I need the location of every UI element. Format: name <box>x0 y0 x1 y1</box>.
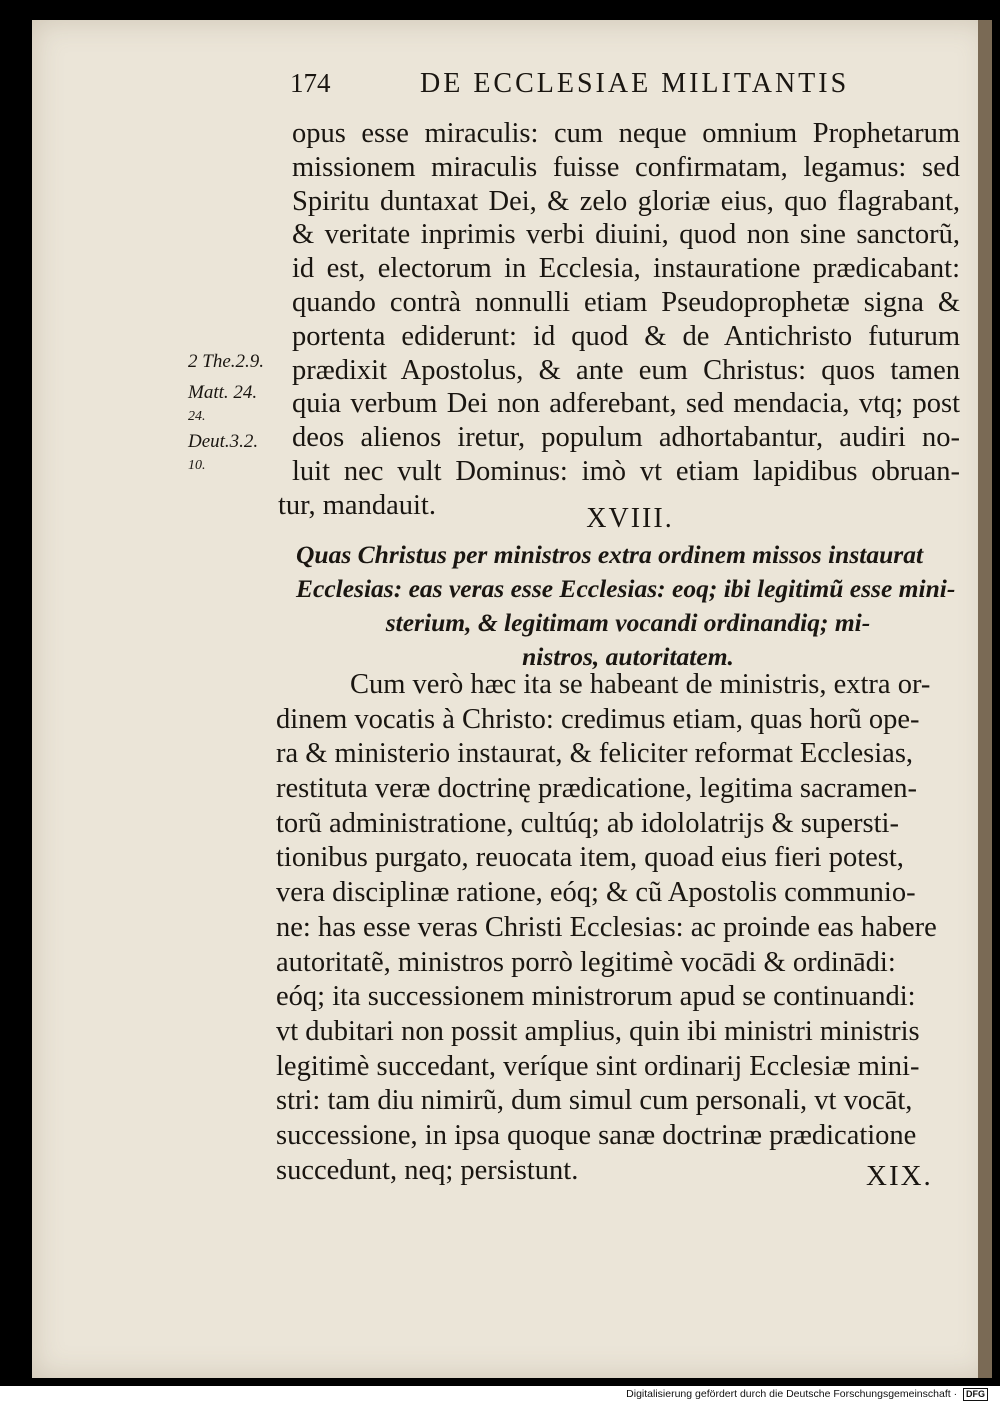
heading-line: Quas Christus per ministros extra ordinem missos instaurat <box>296 540 924 569</box>
page-edge <box>978 20 992 1378</box>
margin-note: Deut.3.2. <box>188 431 259 452</box>
margin-note: 24. <box>188 409 206 424</box>
section-heading <box>296 538 960 674</box>
text-line: ne: has esse veras Christi Ecclesias: ac proinde eas habere <box>276 911 937 943</box>
running-title: DE ECCLESIAE MILITANTIS <box>420 68 850 99</box>
heading-line: nistros, autoritatem. <box>522 642 734 671</box>
text-line: & veritate inprimis verbi diuini, quod non sine sanctorũ, <box>292 219 960 251</box>
footer-credit <box>626 1388 988 1401</box>
section-number: XVIII. <box>586 503 674 534</box>
margin-note: Matt. 24. <box>188 382 258 403</box>
heading-line: sterium, & legitimam vocandi ordinandiq; mi- <box>385 608 871 637</box>
text-line: prædixit Apostolus, & ante eum Christus: quos tamen <box>292 354 960 386</box>
text-line: tionibus purgato, reuocata item, quoad eius fieri potest, <box>276 842 904 874</box>
text-line: tur, mandauit. <box>278 489 436 521</box>
margin-notes <box>188 346 288 475</box>
text-line: quia verbum Dei non adferebant, sed mendacia, vtq; post <box>292 388 960 420</box>
paragraph-main <box>276 668 946 1188</box>
text-line: vt dubitari non possit amplius, quin ibi ministri ministris <box>276 1015 920 1047</box>
text-line: autoritatẽ, ministros porrò legitimè vocādi & ordinādi: <box>276 946 896 978</box>
text-line: legitimè succedant, veríque sint ordinarij Ecclesiæ mini- <box>276 1050 920 1082</box>
footer-credit-text: Digitalisierung gefördert durch die Deutsche Forschungsgemeinschaft · <box>626 1388 958 1400</box>
dfg-logo-icon: DFG <box>963 1388 988 1401</box>
text-line: eóq; ita successionem ministrorum apud se continuandi: <box>276 981 916 1013</box>
text-line: dinem vocatis à Christo: credimus etiam, quas horũ ope- <box>276 703 920 735</box>
text-line: Spiritu duntaxat Dei, & zelo gloriæ eius, quo flagrabant, <box>292 185 960 217</box>
margin-note: 10. <box>188 458 206 473</box>
text-line: portenta ediderunt: id quod & de Antichristo futurum <box>292 320 960 352</box>
text-line: missionem miraculis fuisse confirmatam, legamus: sed <box>292 151 960 183</box>
text-line: vera disciplinæ ratione, eóq; & cũ Apostolis communio- <box>276 877 916 909</box>
catchword: XIX. <box>866 1160 933 1192</box>
text-line: stri: tam diu nimirũ, dum simul cum personali, vt vocāt, <box>276 1085 913 1117</box>
margin-note: 2 The.2.9. <box>188 351 264 372</box>
text-line: restituta veræ doctrinę prædicatione, legitima sacramen- <box>276 773 918 805</box>
text-line: opus esse miraculis: cum neque omnium Prophetarum <box>292 118 960 149</box>
text-line: Cum verò hæc ita se habeant de ministris, extra or- <box>350 669 931 700</box>
heading-line: Ecclesias: eas veras esse Ecclesias: eoq; ibi legitimũ esse mini- <box>296 574 956 603</box>
text-line: ra & ministerio instaurat, & feliciter reformat Ecclesias, <box>276 738 914 770</box>
paragraph-continued <box>278 117 960 523</box>
text-line: quando contrà nonnulli etiam Pseudoprophetæ signa & <box>292 286 960 318</box>
page-number: 174 <box>290 68 331 98</box>
text-line: id est, electorum in Ecclesia, instauratione prædicabant: <box>292 253 960 285</box>
text-line: luit nec vult Dominus: imò vt etiam lapidibus obruan- <box>292 455 960 487</box>
text-line: succedunt, neq; persistunt. <box>276 1154 579 1186</box>
text-line: torũ administratione, cultúq; ab idololatrijs & supersti- <box>276 807 899 839</box>
text-line: deos alienos iretur, populum adhortabantur, audiri no- <box>292 422 960 454</box>
running-head <box>260 68 960 104</box>
text-line: successione, in ipsa quoque sanæ doctrinæ prædicatione <box>276 1119 917 1151</box>
